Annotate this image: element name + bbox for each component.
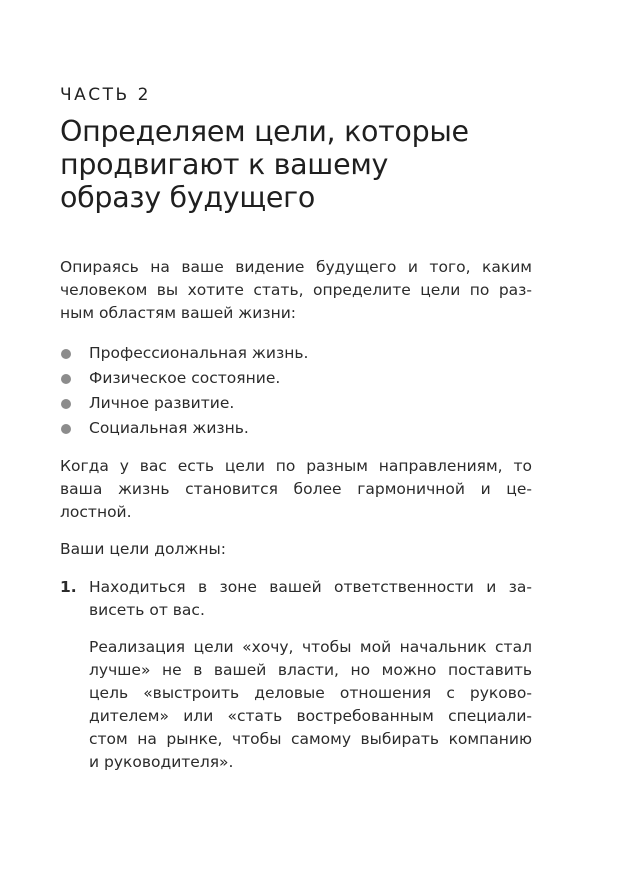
paragraph-line: лучше» не в вашей власти, но можно поставить [89, 661, 532, 679]
paragraph-line: стом на рынке, чтобы самому выбирать компанию [89, 730, 532, 748]
example-paragraph [89, 636, 532, 774]
paragraph-line: Опираясь на ваше видение будущего и того, каким [60, 258, 532, 276]
paragraph-line: Находиться в зоне вашей ответственности и за- [89, 578, 532, 596]
chapter-title-line: образу будущего [60, 181, 315, 214]
list-item-label: Социальная жизнь. [89, 419, 249, 437]
bullet-icon [61, 374, 71, 384]
life-areas-list [60, 341, 532, 441]
paragraph-line: ваша жизнь становится более гармоничной и це- [60, 480, 532, 498]
paragraph-line: Когда у вас есть цели по разным направлениям, то [60, 457, 532, 475]
list-item [60, 416, 532, 441]
bullet-icon [61, 424, 71, 434]
chapter-title-line: продвигают к вашему [60, 148, 389, 181]
paragraph-line: и руководителя». [89, 753, 234, 771]
bullet-icon [61, 349, 71, 359]
paragraph-line: ным областям вашей жизни: [60, 304, 296, 322]
paragraph-line: человеком вы хотите стать, определите цели по раз- [60, 281, 532, 299]
part-label: ЧАСТЬ 2 [60, 85, 151, 105]
bullet-icon [61, 399, 71, 409]
list-item [60, 391, 532, 416]
paragraph-line: дителем» или «стать востребованным специали- [89, 707, 532, 725]
paragraph-line: висеть от вас. [89, 601, 205, 619]
list-item-label: Личное развитие. [89, 394, 235, 412]
paragraph-line: лостной. [60, 503, 132, 521]
paragraph-line: Реализация цели «хочу, чтобы мой начальник стал [89, 638, 532, 656]
list-item [60, 341, 532, 366]
intro-paragraph [60, 256, 532, 325]
chapter-title-line: Определяем цели, которые [60, 115, 469, 148]
item-number: 1. [60, 578, 77, 596]
list-item-label: Физическое состояние. [89, 369, 281, 387]
list-item [60, 366, 532, 391]
paragraph-line: Ваши цели должны: [60, 540, 226, 558]
harmony-paragraph [60, 455, 532, 524]
item-text [89, 576, 532, 622]
goals-intro [60, 538, 532, 561]
chapter-title [60, 115, 540, 214]
list-item-label: Профессиональная жизнь. [89, 344, 309, 362]
paragraph-line: цель «выстроить деловые отношения с руково- [89, 684, 532, 702]
